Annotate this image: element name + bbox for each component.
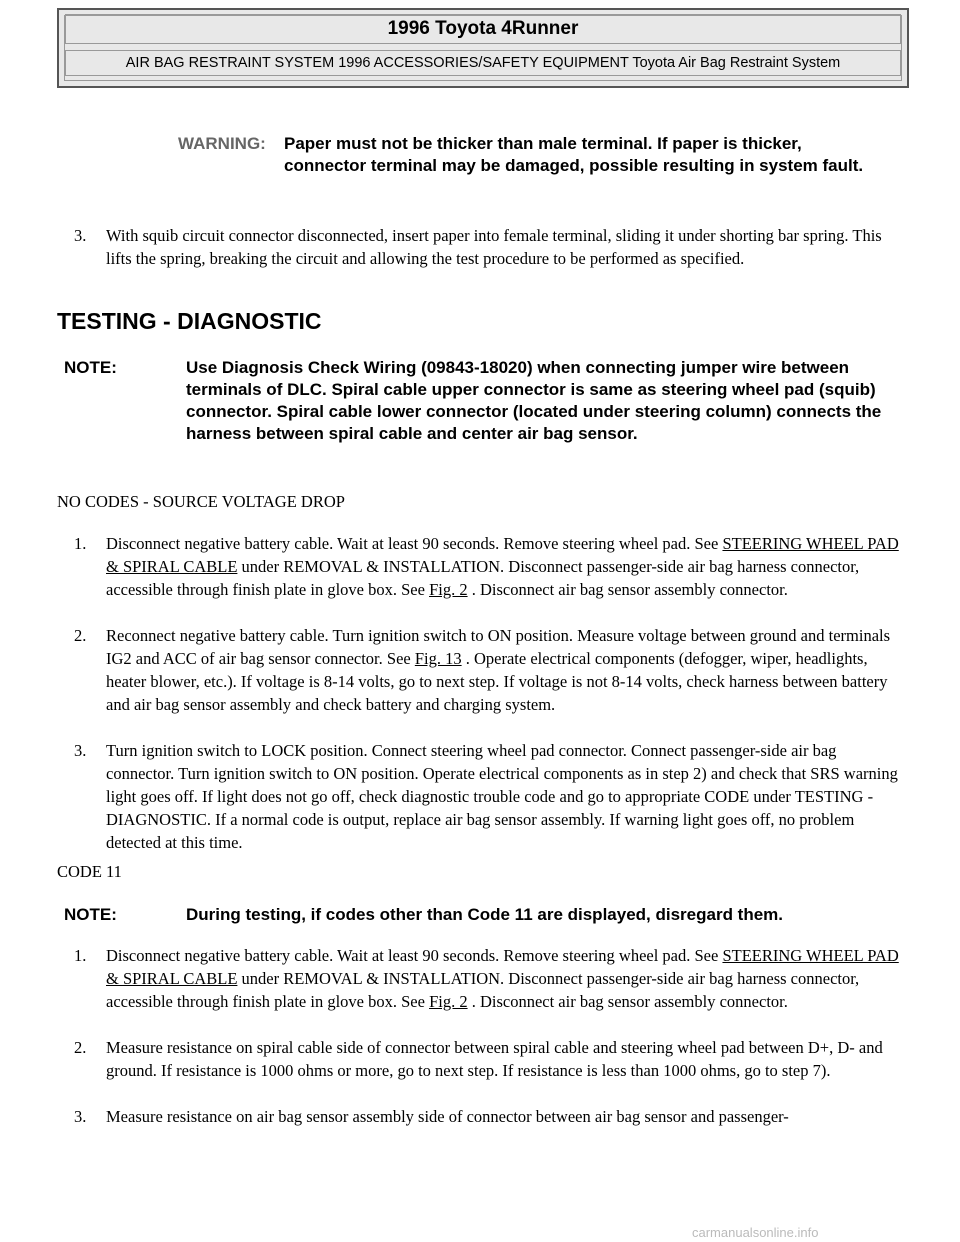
note-text: Use Diagnosis Check Wiring (09843-18020) when connecting jumper wire between terminals of DLC. Spiral cable upper connector is same as steering wheel pad (squib) connector. Spiral cable lower connector (located under steering column) connects the harness between spiral cable and center air bag sensor.: [186, 358, 882, 443]
step-text: [106, 944, 904, 1013]
list-item: [74, 532, 904, 601]
text-run: under REMOVAL & INSTALLATION. Disconnect passenger-side air bag harness connector, accessible through finish plate in glove box. See: [106, 557, 860, 599]
step-text: [106, 624, 904, 716]
text-run: Reconnect negative battery cable. Turn ignition switch to ON position. Measure voltage between ground and terminals IG2 and ACC of air bag sensor connector. See: [106, 626, 891, 668]
note-text: During testing, if codes other than Code 11 are displayed, disregard them.: [186, 905, 784, 924]
link-fig-2[interactable]: Fig. 2: [429, 992, 468, 1011]
header-subtitle: AIR BAG RESTRAINT SYSTEM 1996 ACCESSORIES/SAFETY EQUIPMENT Toyota Air Bag Restraint System: [65, 50, 901, 76]
list-item: [74, 1105, 904, 1128]
step-number: 1.: [74, 534, 87, 553]
warning-label: WARNING:: [178, 134, 266, 153]
warning-note: [178, 133, 908, 203]
link-steering-wheel-pad[interactable]: STEERING WHEEL PAD & SPIRAL CABLE: [106, 534, 899, 576]
section-title: TESTING - DIAGNOSTIC: [57, 308, 322, 334]
list-item: [74, 624, 904, 716]
warning-text: Paper must not be thicker than male terminal. If paper is thicker, connector terminal may be damaged, possible resulting in system fault.: [284, 134, 864, 175]
step-text: Measure resistance on air bag sensor assembly side of connector between air bag sensor and passenger-: [106, 1107, 789, 1126]
link-fig-13[interactable]: Fig. 13: [414, 649, 462, 668]
step-number: 3.: [74, 1107, 87, 1126]
link-fig-2[interactable]: Fig. 2: [429, 580, 468, 599]
text-run: Disconnect negative battery cable. Wait at least 90 seconds. Remove steering wheel pad. See: [106, 946, 723, 965]
text-run: . Disconnect air bag sensor assembly connector.: [467, 992, 788, 1011]
text-run: . Disconnect air bag sensor assembly connector.: [467, 580, 788, 599]
intro-step-3: [74, 224, 904, 270]
list-item: [74, 739, 904, 854]
step-text: [106, 532, 904, 601]
step-text: With squib circuit connector disconnected, insert paper into female terminal, sliding it under shorting bar spring. This lifts the spring, breaking the circuit and allowing the test procedure to be performed as specified.: [106, 226, 882, 268]
subsection-code-11: CODE 11: [57, 862, 122, 881]
step-number: 1.: [74, 946, 87, 965]
subsection-no-codes: NO CODES - SOURCE VOLTAGE DROP: [57, 492, 345, 511]
note-label: NOTE:: [64, 905, 117, 924]
watermark: carmanualsonline.info: [692, 1225, 819, 1240]
list-item: [74, 1036, 904, 1082]
step-number: 2.: [74, 1038, 87, 1057]
step-number: 3.: [74, 226, 87, 245]
step-number: 2.: [74, 626, 87, 645]
text-run: . Operate electrical components (defogger, wiper, headlights, heater blower, etc.). If voltage is 8-14 volts, go to next step. If voltage is not 8-14 volts, check harness between battery and air bag sensor assembly and check battery and charging system.: [106, 649, 888, 714]
header-title: 1996 Toyota 4Runner: [65, 14, 901, 44]
note-label: NOTE:: [64, 358, 117, 377]
step-number: 3.: [74, 741, 87, 760]
text-run: Disconnect negative battery cable. Wait at least 90 seconds. Remove steering wheel pad. See: [106, 534, 723, 553]
step-text: Turn ignition switch to LOCK position. Connect steering wheel pad connector. Connect passenger-side air bag connector. Turn ignition switch to ON position. Operate electrical components as in step 2) and check that SRS warning light goes off. If light does not go off, check diagnostic trouble code and go to appropriate CODE under TESTING - DIAGNOSTIC. If a normal code is output, replace air bag sensor assembly. If warning light goes off, no problem detected at this time.: [106, 741, 898, 852]
link-steering-wheel-pad[interactable]: STEERING WHEEL PAD & SPIRAL CABLE: [106, 946, 899, 988]
text-run: under REMOVAL & INSTALLATION. Disconnect passenger-side air bag harness connector, accessible through finish plate in glove box. See: [106, 969, 860, 1011]
document-header: [57, 8, 909, 88]
list-item: [74, 944, 904, 1013]
note-code-11: [64, 904, 904, 928]
note-diagnosis-wiring: [64, 357, 904, 467]
step-text: Measure resistance on spiral cable side of connector between spiral cable and steering wheel pad between D+, D- and ground. If resistance is 1000 ohms or more, go to next step. If resistance is less than 1000 ohms, go to step 7).: [106, 1038, 883, 1080]
